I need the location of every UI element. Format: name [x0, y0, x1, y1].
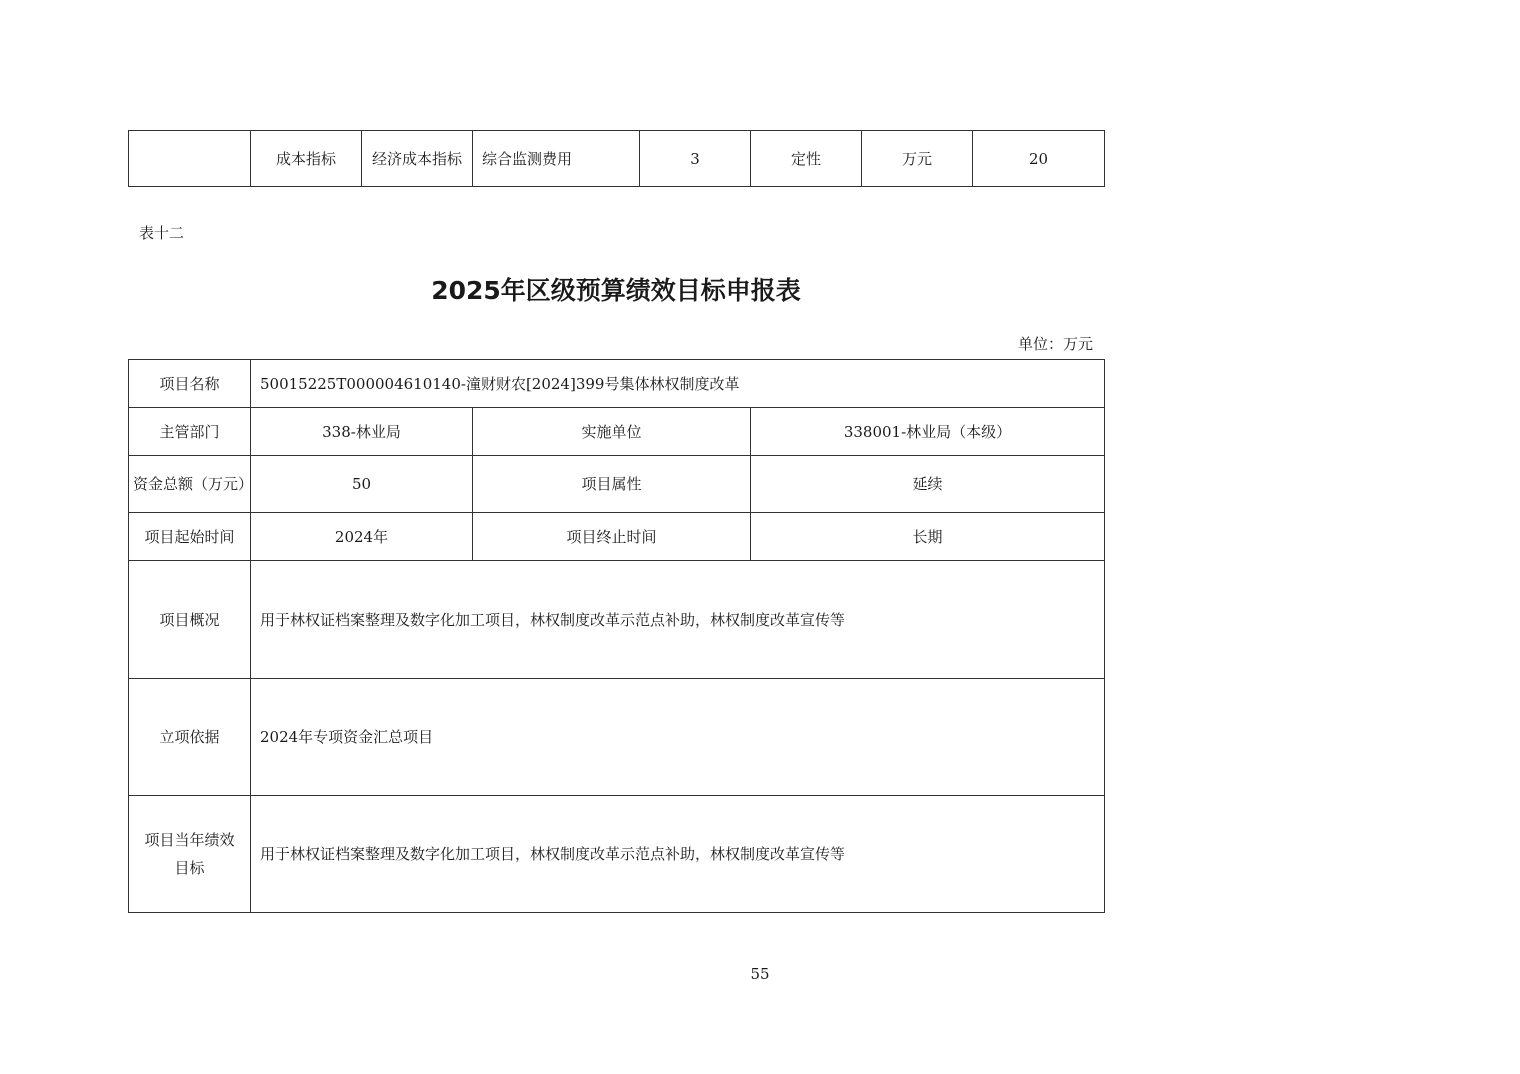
impl-unit-value: 338001-林业局（本级）	[751, 408, 1105, 456]
cell-empty	[129, 131, 251, 187]
basis-value: 2024年专项资金汇总项目	[251, 679, 1105, 796]
goal-label: 项目当年绩效目标	[129, 796, 251, 913]
cell-indicator: 综合监测费用	[473, 131, 640, 187]
attr-label: 项目属性	[473, 456, 751, 513]
end-time-value: 长期	[751, 513, 1105, 561]
dept-label: 主管部门	[129, 408, 251, 456]
impl-unit-label: 实施单位	[473, 408, 751, 456]
unit-label: 单位：万元	[1017, 335, 1093, 353]
cell-target: 20	[973, 131, 1105, 187]
start-time-value: 2024年	[251, 513, 473, 561]
fund-value: 50	[251, 456, 473, 513]
end-time-label: 项目终止时间	[473, 513, 751, 561]
attr-value: 延续	[751, 456, 1105, 513]
budget-target-table	[128, 359, 1105, 913]
table-row	[129, 796, 1105, 913]
cell-subcategory: 经济成本指标	[362, 131, 473, 187]
fund-label: 资金总额（万元）	[129, 456, 251, 513]
project-name-label: 项目名称	[129, 360, 251, 408]
goal-value: 用于林权证档案整理及数字化加工项目，林权制度改革示范点补助，林权制度改革宣传等	[251, 796, 1105, 913]
dept-value: 338-林业局	[251, 408, 473, 456]
table-row	[129, 513, 1105, 561]
overview-value: 用于林权证档案整理及数字化加工项目，林权制度改革示范点补助，林权制度改革宣传等	[251, 561, 1105, 679]
basis-label: 立项依据	[129, 679, 251, 796]
page-title: 2025年区级预算绩效目标申报表	[431, 276, 801, 305]
cell-weight: 3	[640, 131, 751, 187]
table-number: 表十二	[139, 224, 185, 242]
cell-nature: 定性	[751, 131, 862, 187]
cost-indicator-table	[128, 130, 1105, 187]
start-time-label: 项目起始时间	[129, 513, 251, 561]
cell-category: 成本指标	[251, 131, 362, 187]
table-row	[129, 679, 1105, 796]
overview-label: 项目概况	[129, 561, 251, 679]
project-name-value: 50015225T000004610140-潼财财农[2024]399号集体林权制度改革	[251, 360, 1105, 408]
table-row	[129, 561, 1105, 679]
table-row	[129, 131, 1105, 187]
table-row	[129, 408, 1105, 456]
table-row	[129, 360, 1105, 408]
cell-unit: 万元	[862, 131, 973, 187]
table-row	[129, 456, 1105, 513]
page-number: 55	[750, 965, 770, 983]
